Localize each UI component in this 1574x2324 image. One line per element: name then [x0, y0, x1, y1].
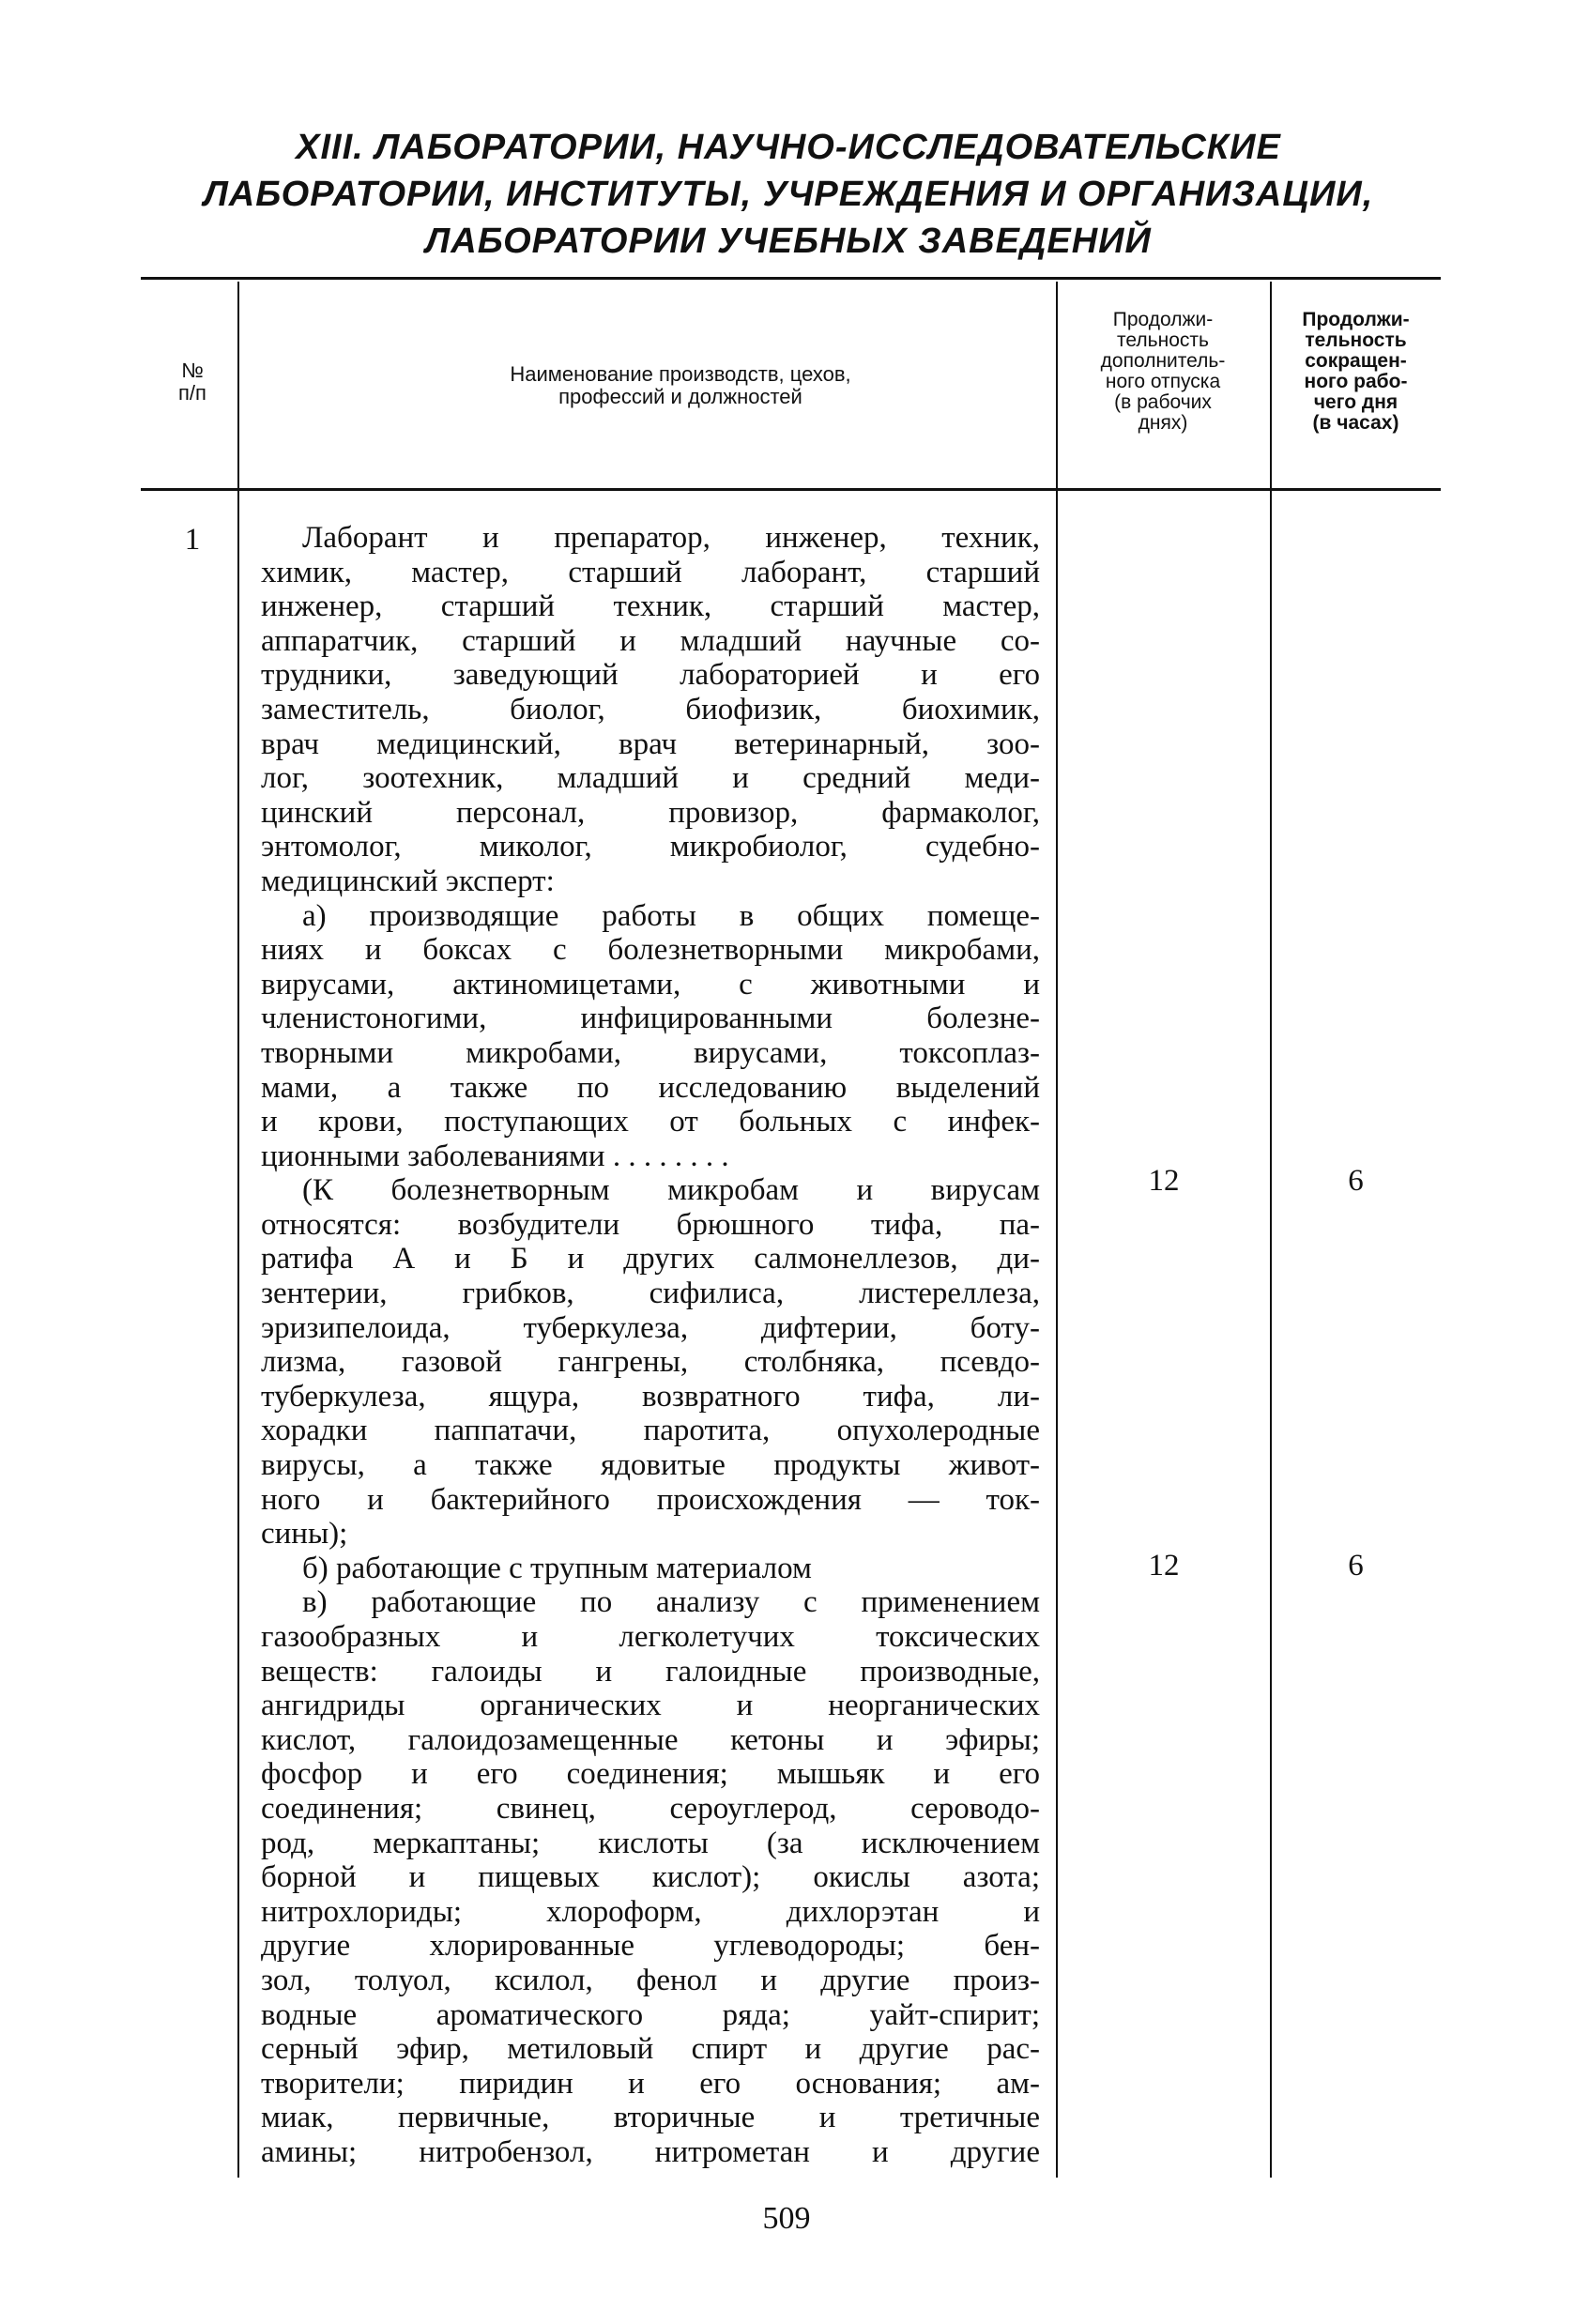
table-header-rule [141, 488, 1441, 491]
description-line: хорадки паппатачи, паротита, опухолеродные [261, 1414, 1040, 1448]
description-line: и крови, поступающих от больных с инфек- [261, 1105, 1040, 1139]
section-title [131, 124, 1445, 265]
leave-days-value-b: 12 [1148, 1549, 1180, 1582]
description-line: членистоногими, инфицированными болезне- [261, 1001, 1040, 1036]
header-leave-line: (в рабочих [1114, 391, 1212, 413]
description-line: инженер, старший техник, старший мастер, [261, 589, 1040, 624]
header-leave-line: ного отпуска [1105, 371, 1221, 392]
description-line: мами, а также по исследованию выделений [261, 1070, 1040, 1105]
description-line: туберкулеза, ящура, возвратного тифа, ли- [261, 1379, 1040, 1414]
description-line: нитрохлориды; хлороформ, дихлорэтан и [261, 1894, 1040, 1929]
header-short-day-line: чего дня [1313, 391, 1398, 413]
description-line: творители; пиридин и его основания; ам- [261, 2066, 1040, 2101]
description-line: амины; нитробензол, нитрометан и другие [261, 2134, 1040, 2169]
header-name [375, 363, 986, 408]
description-line: веществ: галоиды и галоидные производные, [261, 1654, 1040, 1689]
header-name-line: профессий и должностей [558, 385, 802, 408]
description-line: а) производящие работы в общих помеще- [302, 898, 1040, 933]
column-divider-2 [1056, 282, 1058, 2178]
short-day-value-a: 6 [1348, 1164, 1364, 1198]
description-line: творными микробами, вирусами, токсоплаз- [261, 1035, 1040, 1070]
header-name-line: Наименование производств, цехов, [510, 362, 851, 386]
description-line: вирусы, а также ядовитые продукты живот- [261, 1448, 1040, 1483]
description-line: борной и пищевых кислот); окислы азота; [261, 1860, 1040, 1895]
description-line: кислот, галоидозамещенные кетоны и эфиры; [261, 1722, 1040, 1757]
header-short-day-line: Продолжи- [1302, 309, 1410, 330]
header-leave-line: днях) [1138, 412, 1188, 434]
description-line: заместитель, биолог, биофизик, биохимик, [261, 692, 1040, 726]
title-line-2: ЛАБОРАТОРИИ, ИНСТИТУТЫ, УЧРЕЖДЕНИЯ И ОРГАНИЗАЦИИ, [203, 175, 1374, 214]
header-short-day-line: сокращен- [1305, 350, 1407, 372]
header-short-day-line: (в часах) [1312, 412, 1399, 434]
header-number [141, 359, 244, 405]
row-description [261, 521, 1040, 2170]
description-line: аппаратчик, старший и младший научные со- [261, 623, 1040, 658]
row-number: 1 [184, 523, 201, 557]
header-leave-line: Продолжи- [1112, 309, 1214, 330]
header-short-day-line: ного рабо- [1304, 371, 1408, 392]
description-line: фосфор и его соединения; мышьяк и его [261, 1757, 1040, 1792]
header-leave-line: дополнитель- [1100, 350, 1226, 372]
description-line: ратифа А и Б и других салмонеллезов, ди- [261, 1242, 1040, 1277]
description-line: зол, толуол, ксилол, фенол и другие произ- [261, 1963, 1040, 1997]
description-line: ного и бактерийного происхождения — ток- [261, 1482, 1040, 1517]
description-line: вирусами, актиномицетами, с животными и [261, 967, 1040, 1001]
header-leave-line: тельность [1117, 329, 1209, 351]
description-line: ниях и боксах с болезнетворными микробами, [261, 933, 1040, 968]
description-line: энтомолог, миколог, микробиолог, судебно- [261, 830, 1040, 864]
header-number-line: № [181, 359, 204, 382]
description-line: относятся: возбудители брюшного тифа, па- [261, 1207, 1040, 1242]
description-line: миак, первичные, вторичные и третичные [261, 2101, 1040, 2135]
description-line: лог, зоотехник, младший и средний меди- [261, 761, 1040, 796]
description-line: медицинский эксперт: [261, 864, 555, 898]
title-line-1: XIII. ЛАБОРАТОРИИ, НАУЧНО-ИССЛЕДОВАТЕЛЬСКИЕ [296, 128, 1281, 167]
description-line: водные ароматического ряда; уайт-спирит; [261, 1997, 1040, 2032]
description-line: соединения; свинец, сероуглерод, сероводо- [261, 1791, 1040, 1826]
column-divider-1 [237, 282, 239, 2178]
table-top-rule [141, 277, 1441, 280]
description-line: (К болезнетворным микробам и вирусам [302, 1173, 1040, 1208]
page-number: 509 [762, 2201, 811, 2236]
description-line: род, меркаптаны; кислоты (за исключением [261, 1826, 1040, 1860]
description-line: ангидриды органических и неорганических [261, 1689, 1040, 1723]
description-line: ционными заболеваниями . . . . . . . . [261, 1139, 729, 1173]
description-line: трудники, заведующий лабораторией и его [261, 658, 1040, 693]
title-line-3: ЛАБОРАТОРИИ УЧЕБНЫХ ЗАВЕДЕНИЙ [425, 222, 1152, 261]
description-line: эризипелоида, туберкулеза, дифтерии, боту- [261, 1310, 1040, 1345]
description-line: серный эфир, метиловый спирт и другие рас- [261, 2032, 1040, 2067]
header-number-line: п/п [178, 381, 206, 405]
description-line: сины); [261, 1517, 348, 1552]
leave-days-value-a: 12 [1148, 1164, 1180, 1198]
description-line: химик, мастер, старший лаборант, старший [261, 555, 1040, 589]
header-leave-duration [1059, 310, 1267, 434]
description-line: б) работающие с трупным материалом [302, 1551, 812, 1585]
header-short-day-duration [1274, 310, 1438, 434]
description-line: лизма, газовой гангрены, столбняка, псевдо- [261, 1345, 1040, 1380]
description-line: в) работающие по анализу с применением [302, 1585, 1040, 1620]
column-divider-3 [1270, 282, 1272, 2178]
description-line: врач медицинский, врач ветеринарный, зоо- [261, 726, 1040, 761]
description-line: Лаборант и препаратор, инженер, техник, [302, 521, 1040, 555]
short-day-value-b: 6 [1348, 1549, 1364, 1582]
description-line: цинский персонал, провизор, фармаколог, [261, 795, 1040, 830]
description-line: другие хлорированные углеводороды; бен- [261, 1929, 1040, 1964]
description-line: газообразных и легколетучих токсических [261, 1620, 1040, 1654]
header-short-day-line: тельность [1305, 329, 1407, 351]
description-line: зентерии, грибков, сифилиса, листереллеза, [261, 1277, 1040, 1311]
